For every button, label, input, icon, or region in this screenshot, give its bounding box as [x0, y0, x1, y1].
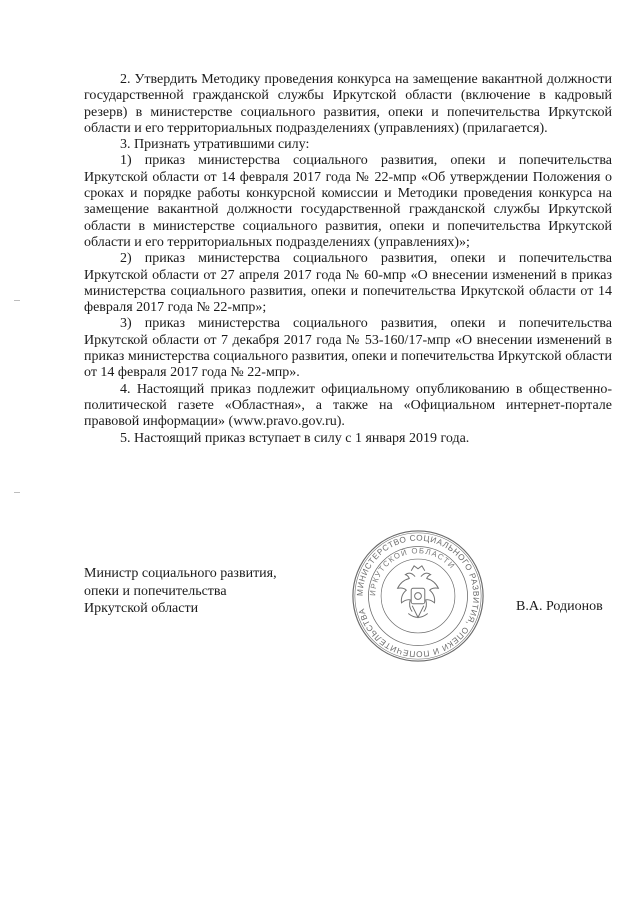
signatory-position	[84, 565, 277, 618]
signatory-position-line: Иркутской области	[84, 601, 199, 616]
paragraph-publication: 4. Настоящий приказ подлежит официальному опубликованию в общественно-политической газете «Областная», а также на «Официальном интернет-портале правовой информации» (www.pravo.gov.ru).	[84, 381, 612, 430]
paragraph-effective-date: 5. Настоящий приказ вступает в силу с 1 января 2019 года.	[120, 430, 470, 446]
signatory-position-line: Министр социального развития,	[84, 566, 277, 581]
paragraph-approve-methodology: 2. Утвердить Методику проведения конкурса на замещение вакантной должности государственной гражданской службы Иркутской области (включение в кадровый резерв) в министерстве социального развития, опеки и попечительства Иркутской области и его территориальных подразделениях (управлениях) (прилагается).	[84, 72, 612, 136]
signatory-name: В.А. Родионов	[516, 599, 603, 614]
paragraph-repeal-item-2: 2) приказ министерства социального развития, опеки и попечительства Иркутской области от 27 апреля 2017 года № 60-мпр «О внесении изменений в приказ министерства социального развития, опеки и попечительства Иркутской области от 14 февраля 2017 года № 22-мпр»;	[84, 251, 612, 316]
seal-outer-text: МИНИСТЕРСТВО СОЦИАЛЬНОГО РАЗВИТИЯ, ОПЕКИ И ПОПЕЧИТЕЛЬСТВА	[355, 533, 481, 659]
double-headed-eagle-emblem	[398, 566, 439, 617]
paragraph-repeal-item-3: 3) приказ министерства социального развития, опеки и попечительства Иркутской области от 7 декабря 2017 года № 53-160/17-мпр «О внесении изменений в приказ министерства социального развития, опеки и попечительства Иркутской области от 14 февраля 2017 года № 22-мпр».	[84, 316, 612, 381]
paragraph-repeal-heading: 3. Признать утратившими силу:	[120, 137, 310, 153]
signatory-position-line: опеки и попечительства	[84, 583, 227, 599]
scan-margin-mark	[14, 300, 20, 301]
seal-inner-text: ИРКУТСКОЙ ОБЛАСТИ	[368, 546, 457, 597]
scan-margin-mark	[14, 492, 20, 493]
order-body	[84, 72, 612, 447]
official-seal-stamp	[350, 528, 486, 664]
paragraph-repeal-item-1: 1) приказ министерства социального развития, опеки и попечительства Иркутской области от 14 февраля 2017 года № 22-мпр «Об утверждении Положения о сроках и порядке работы конкурсной комиссии и Методики проведения конкурса на замещение вакантной должности государственной гражданской службы Иркутской области в министерстве социального развития, опеки и попечительства Иркутской области и его территориальных подразделениях (управлениях)»;	[84, 153, 612, 250]
